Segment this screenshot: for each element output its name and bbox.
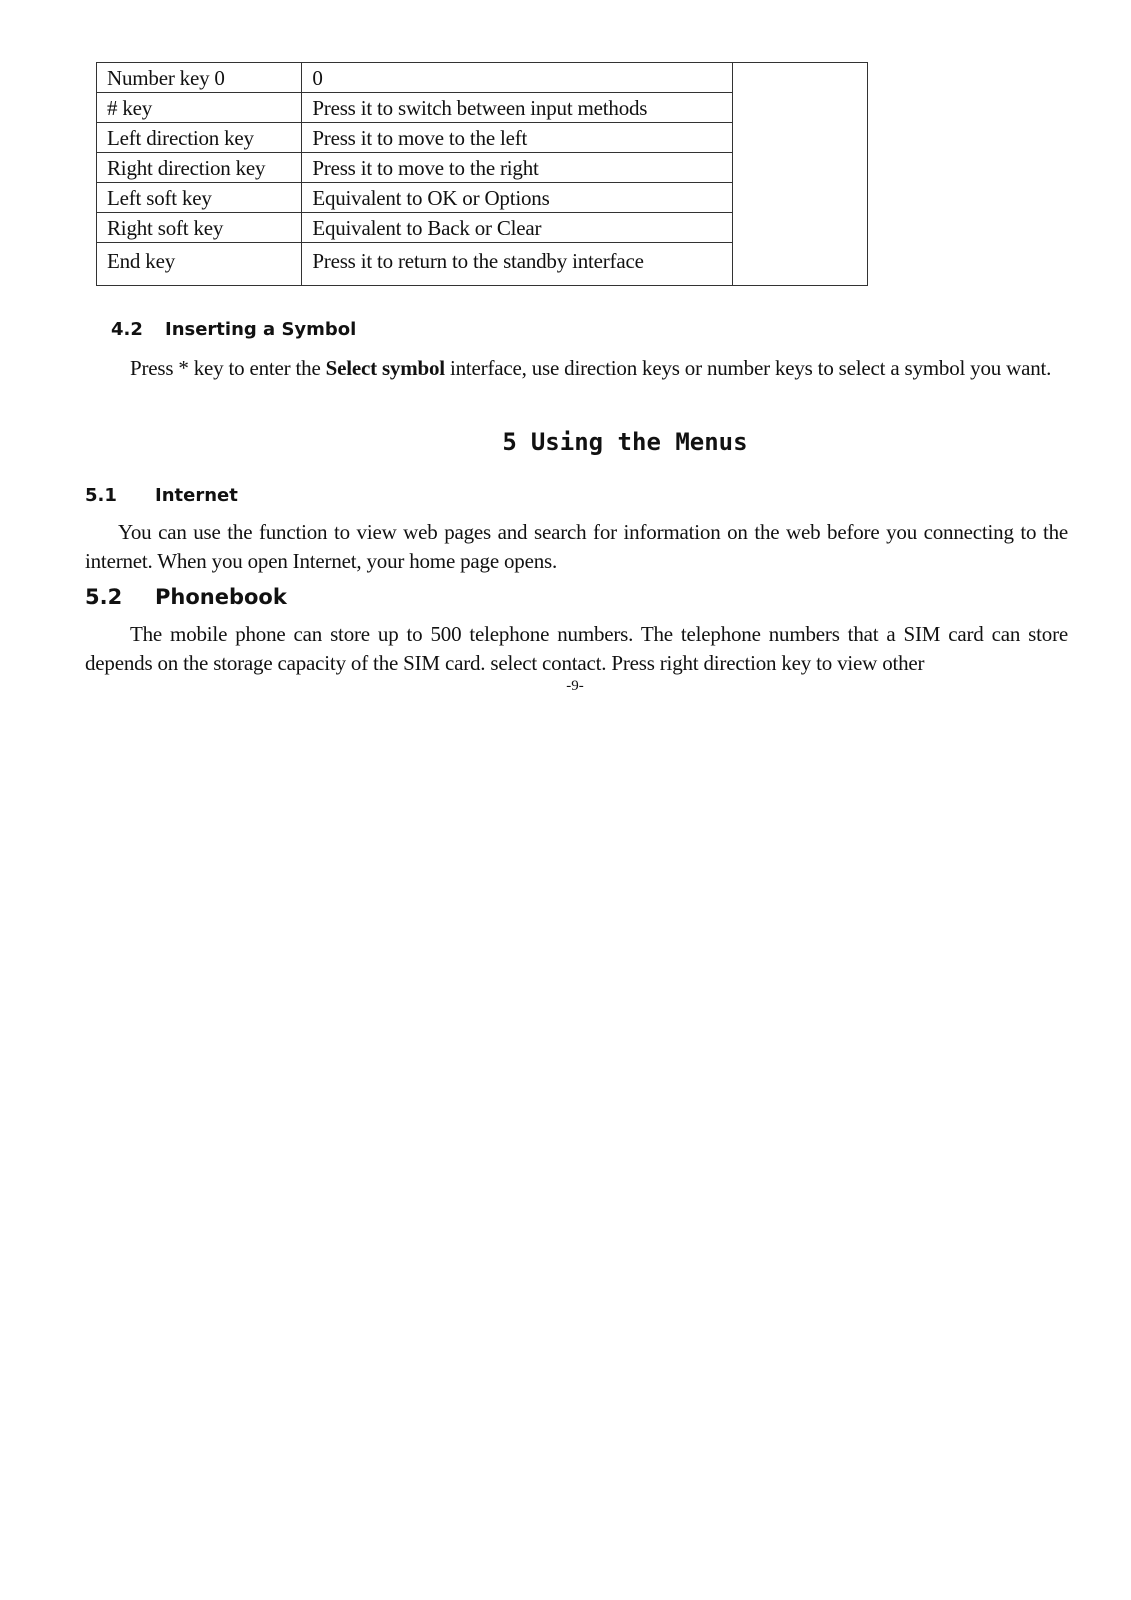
section-4-2-heading (111, 319, 356, 340)
section-5-1-paragraph: You can use the function to view web pages and search for information on the web before you connecting to the internet. When you open Internet, your home page opens. (85, 520, 1068, 573)
key-function-cell: Press it to move to the right (302, 153, 733, 183)
section-5-2-paragraph: The mobile phone can store up to 500 telephone numbers. The telephone numbers that a SIM card can store depends on the storage capacity of the SIM card. select contact. Press right direction key to view other (85, 622, 1068, 675)
key-function-cell: Press it to move to the left (302, 123, 733, 153)
key-function-cell: Equivalent to OK or Options (302, 183, 733, 213)
section-title: Inserting a Symbol (165, 319, 357, 340)
key-name-cell: Right direction key (97, 153, 302, 183)
table-row (97, 63, 868, 93)
key-function-cell: Press it to switch between input methods (302, 93, 733, 123)
section-4-2-paragraph (85, 354, 1068, 383)
section-5-1-heading (85, 485, 238, 506)
chapter-5-heading (0, 428, 1131, 456)
chapter-title: Using the Menus (530, 428, 748, 456)
paragraph-text: Press * key to enter the (130, 356, 326, 380)
page-number: -9- (566, 678, 584, 694)
key-function-cell: 0 (302, 63, 733, 93)
key-name-cell: Left direction key (97, 123, 302, 153)
key-name-cell: End key (97, 243, 302, 286)
section-number: 4.2 (111, 319, 143, 340)
chapter-number: 5 (502, 428, 517, 456)
section-title: Internet (155, 485, 238, 506)
section-number: 5.2 (85, 585, 123, 609)
section-title: Phonebook (155, 585, 287, 609)
key-name-cell: Left soft key (97, 183, 302, 213)
paragraph-text: interface, use direction keys or number keys to select a symbol you want. (444, 356, 1052, 380)
key-name-cell: # key (97, 93, 302, 123)
key-name-cell: Right soft key (97, 213, 302, 243)
bold-term: Select symbol (325, 356, 445, 380)
key-function-cell: Equivalent to Back or Clear (302, 213, 733, 243)
key-name-cell: Number key 0 (97, 63, 302, 93)
section-number: 5.1 (85, 485, 117, 506)
key-function-cell: Press it to return to the standby interface (302, 243, 733, 286)
key-function-table (96, 62, 868, 286)
empty-column-cell (733, 63, 868, 286)
section-5-2-heading (85, 585, 287, 609)
